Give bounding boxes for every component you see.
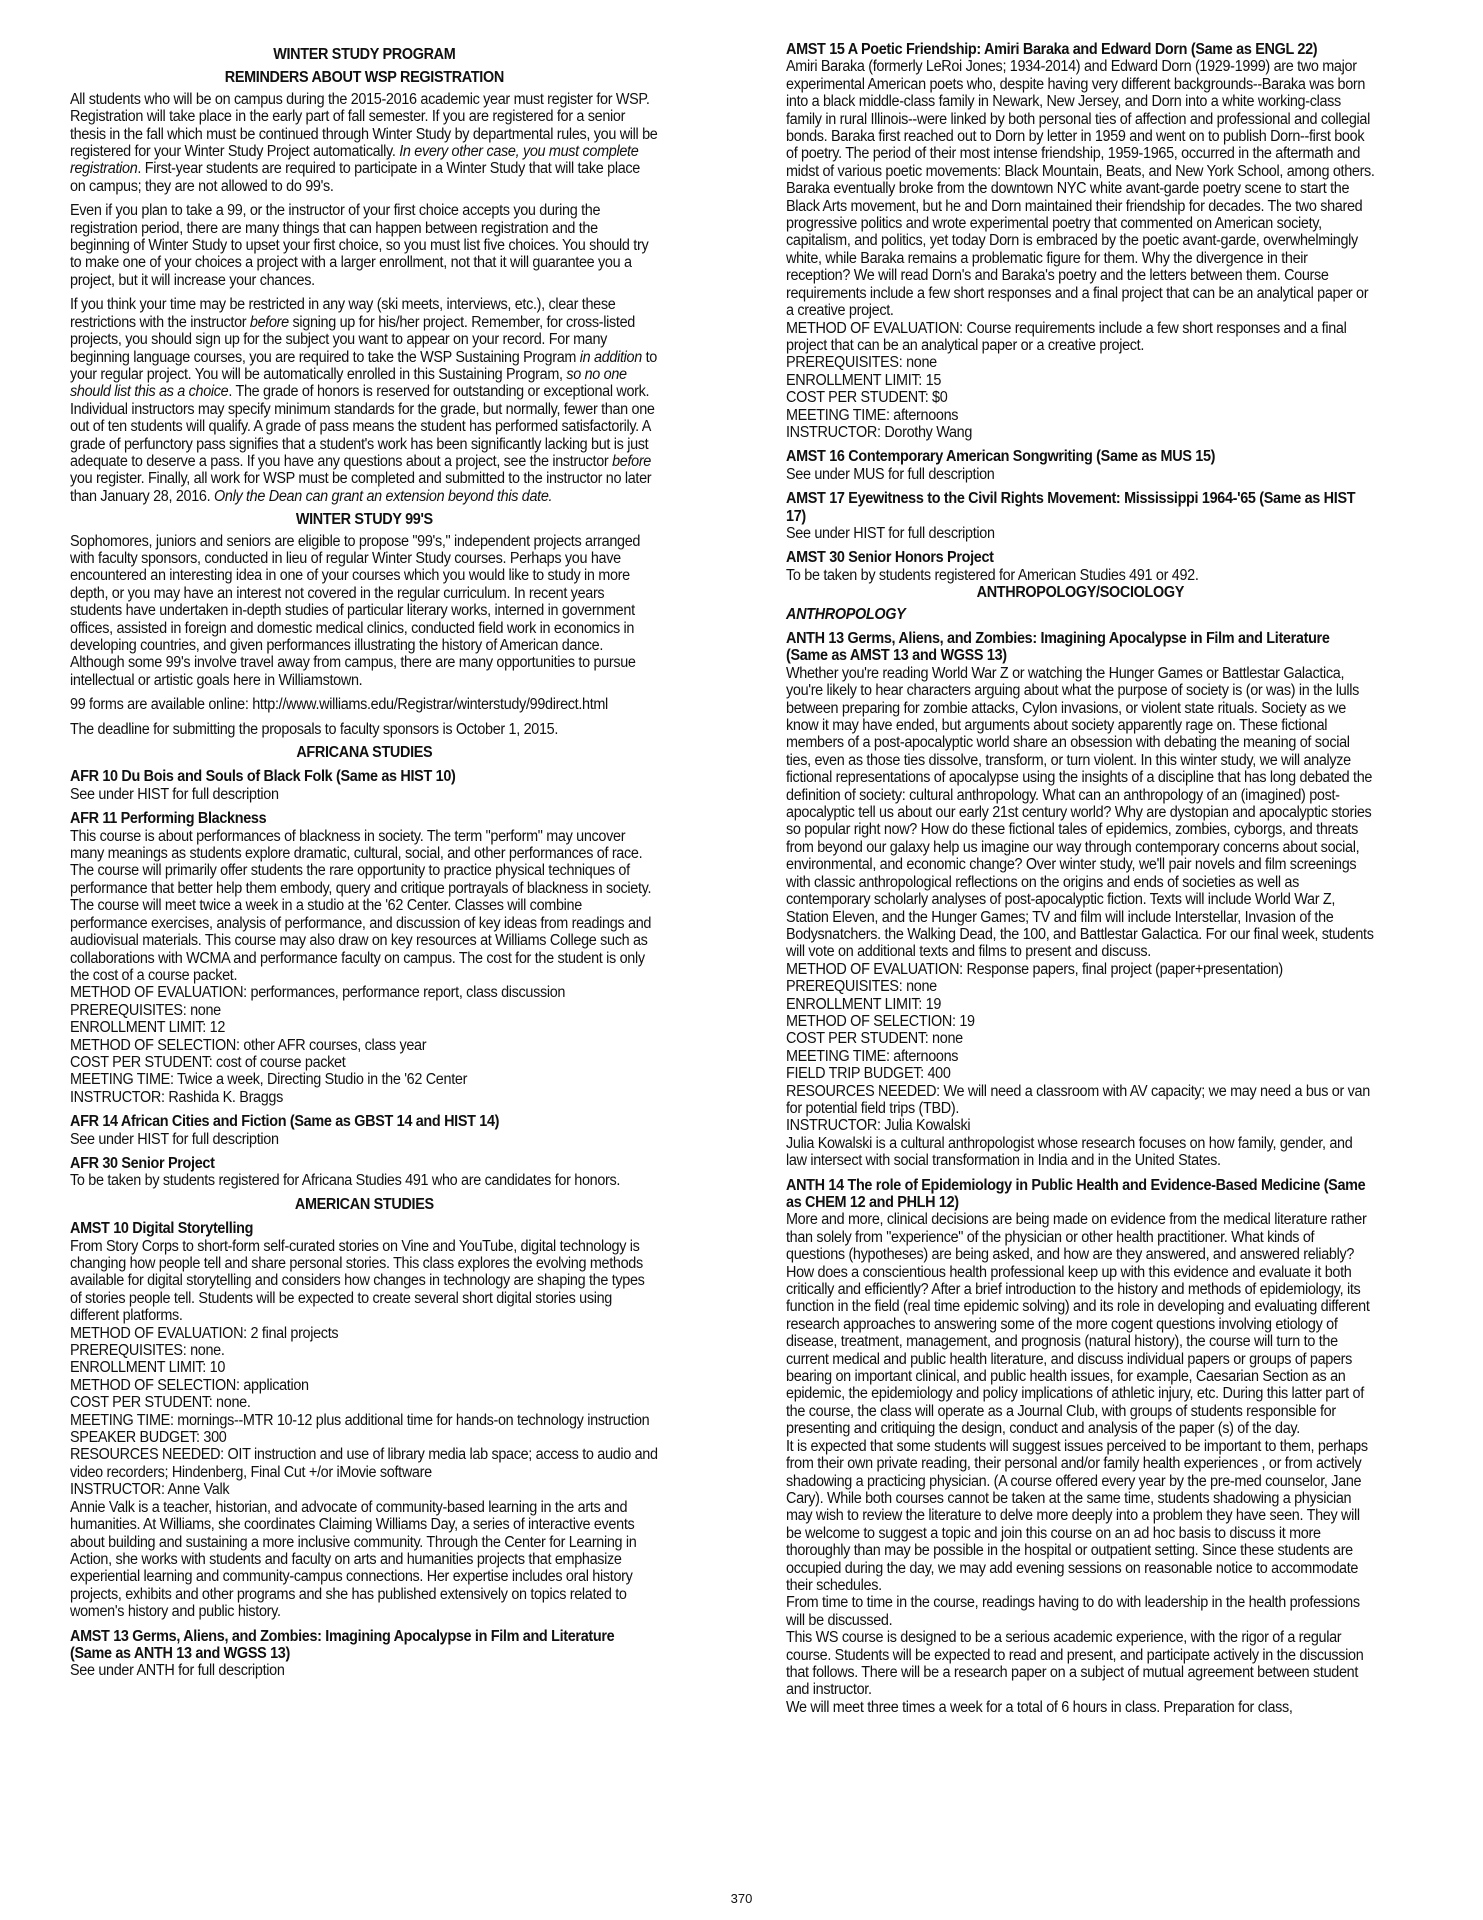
wsp-heading: WINTER STUDY PROGRAM — [273, 46, 456, 63]
course-description: See under MUS for full description — [786, 465, 995, 483]
course-description: To be taken by students registered for Africana Studies 491 who are candidates for honors. — [70, 1172, 621, 1190]
meeting-field: MEETING TIME: Twice a week, Directing Studio in the '62 Center — [70, 1071, 468, 1089]
selection-field: METHOD OF SELECTION: other AFR courses, class year — [70, 1036, 427, 1054]
course-amst-15 — [786, 41, 1375, 441]
course-title: AMST 10 Digital Storytelling — [70, 1220, 254, 1238]
selection-field: METHOD OF SELECTION: application — [70, 1376, 309, 1394]
resources-field: RESOURCES NEEDED: OIT instruction and use of library media lab space; access to audio and video recorders; Hindenberg, Final Cut +/or iMovie software — [70, 1446, 658, 1481]
cost-field: COST PER STUDENT: none. — [70, 1394, 251, 1412]
instructor-bio: Annie Valk is a teacher, historian, and advocate of community-based learning in the arts and humanities. At Williams, she coordinates Claiming Williams Day, a series of interactive events about building and sustaining a more inclusive community. Through the Center for Learning in Action, she works with students and faculty on arts and humanities projects that emphasize experiential learning and community-campus connections. Her expertise includes oral history projects, exhibits and other programs and she has published extensively on topics related to women's history and public history. — [70, 1498, 637, 1621]
course-amst-16 — [786, 448, 1375, 483]
instructor-field: INSTRUCTOR: Rashida K. Braggs — [70, 1088, 283, 1106]
reminders-heading: REMINDERS ABOUT WSP REGISTRATION — [224, 69, 504, 87]
left-column — [70, 46, 659, 1680]
course-title: AFR 30 Senior Project — [70, 1154, 215, 1172]
page-number: 370 — [730, 1891, 753, 1906]
course-afr-14 — [70, 1113, 659, 1148]
course-amst-17 — [786, 490, 1375, 542]
course-anth-14 — [786, 1177, 1375, 1717]
ws99-deadline: The deadline for submitting the proposals to faculty sponsors is October 1, 2015. — [70, 720, 559, 738]
course-description-3: From time to time in the course, readings having to do with leadership in the health professions will be discussed. — [786, 1594, 1360, 1629]
course-title: ANTH 13 Germs, Aliens, and Zombies: Imagining Apocalypse in Film and Literature (Same as AMST 13 and WGSS 13) — [786, 630, 1330, 665]
instructor-field: INSTRUCTOR: Julia Kowalski — [786, 1117, 971, 1135]
course-description: See under HIST for full description — [786, 524, 995, 542]
meeting-field: MEETING TIME: afternoons — [786, 406, 959, 424]
course-title: AMST 16 Contemporary American Songwriting (Same as MUS 15) — [786, 448, 1216, 466]
reminder-paragraph-1: All students who will be on campus during the 2015-2016 academic year must register for WSP. Registration will take place in the early part of fall semester. If you are registered for a senior thesis in the fall which must be continued through Winter Study by departmental rules, you will be registered for your Winter Study Project automatically. In every other case, you must complete registration. First-year students are required to participate in a Winter Study that will take place on campus; they are not allowed to do 99's. — [70, 90, 658, 195]
resources-field: RESOURCES NEEDED: We will need a classroom with AV capacity; we may need a bus or van for potential field trips (TBD). — [786, 1082, 1370, 1117]
course-description: See under HIST for full description — [70, 785, 279, 803]
instructor-field: INSTRUCTOR: Anne Valk — [70, 1481, 230, 1499]
enrollment-field: ENROLLMENT LIMIT: 15 — [786, 371, 942, 389]
cost-field: COST PER STUDENT: $0 — [786, 389, 948, 407]
course-anth-13 — [786, 630, 1375, 1170]
enrollment-field: ENROLLMENT LIMIT: 10 — [70, 1359, 226, 1377]
ws99-paragraph-1: Sophomores, juniors and seniors are eligible to propose "99's," independent projects arranged with faculty sponsors, conducted in lieu of regular Winter Study courses. Perhaps you have encountered an interesting idea in one of your courses which you would like to study in more depth, or you may have an interest not covered in the regular curriculum. In recent years students have undertaken in-depth studies of particular literary works, interned in government offices, assisted in foreign and domestic medical clinics, conducted field work in economics in developing countries, and given performances illustrating the history of American dance. Although some 99's involve travel away from campus, there are many opportunities to pursue intellectual or artistic goals here in Williamstown. — [70, 532, 641, 689]
instructor-bio: Julia Kowalski is a cultural anthropologist whose research focuses on how family, gender, and law intersect with social transformation in India and in the United States. — [786, 1134, 1353, 1170]
course-title: AFR 11 Performing Blackness — [70, 810, 267, 828]
instructor-field: INSTRUCTOR: Dorothy Wang — [786, 423, 973, 441]
meeting-field: MEETING TIME: mornings--MTR 10-12 plus additional time for hands-on technology instruction — [70, 1411, 650, 1429]
course-title: AMST 17 Eyewitness to the Civil Rights Movement: Mississippi 1964-'65 (Same as HIST 17) — [786, 490, 1356, 525]
cost-field: COST PER STUDENT: none — [786, 1030, 963, 1048]
cost-field: COST PER STUDENT: cost of course packet — [70, 1053, 346, 1071]
course-title: AFR 14 African Cities and Fiction (Same as GBST 14 and HIST 14) — [70, 1113, 500, 1131]
american-studies-heading: AMERICAN STUDIES — [294, 1195, 434, 1213]
prerequisites-field: PREREQUISITES: none — [786, 978, 937, 996]
course-amst-30 — [786, 549, 1375, 584]
course-description: To be taken by students registered for American Studies 491 or 492. — [786, 566, 1199, 584]
right-column — [786, 41, 1375, 1716]
ws99-forms-link: 99 forms are available online: http://www.williams.edu/Registrar/winterstudy/99direct.html — [70, 696, 608, 714]
course-description: From Story Corps to short-form self-curated stories on Vine and YouTube, digital technology is changing how people tell and share personal stories. This class explores the evolving methods available for digital storytelling and considers how changes in technology are shaping the types of stories people tell. Students will be expected to create several short digital stories using different platforms. — [70, 1237, 645, 1325]
evaluation-field: METHOD OF EVALUATION: 2 final projects — [70, 1324, 339, 1342]
evaluation-field: METHOD OF EVALUATION: performances, performance report, class discussion — [70, 984, 566, 1002]
anthropology-sociology-heading: ANTHROPOLOGY/SOCIOLOGY — [976, 584, 1185, 602]
course-afr-30 — [70, 1155, 659, 1190]
course-title: AMST 15 A Poetic Friendship: Amiri Baraka and Edward Dorn (Same as ENGL 22) — [786, 41, 1318, 58]
course-afr-10 — [70, 768, 659, 803]
course-description-5: We will meet three times a week for a total of 6 hours in class. Preparation for class, — [786, 1698, 1293, 1716]
course-description: See under ANTH for full description — [70, 1662, 285, 1680]
course-amst-10 — [70, 1220, 659, 1620]
enrollment-field: ENROLLMENT LIMIT: 12 — [70, 1019, 226, 1037]
course-title: AMST 13 Germs, Aliens, and Zombies: Imagining Apocalypse in Film and Literature (Same as ANTH 13 and WGSS 13) — [70, 1627, 615, 1662]
evaluation-field: METHOD OF EVALUATION: Response papers, final project (paper+presentation) — [786, 960, 1283, 978]
course-amst-13 — [70, 1628, 659, 1680]
africana-heading: AFRICANA STUDIES — [296, 744, 433, 762]
selection-field: METHOD OF SELECTION: 19 — [786, 1012, 975, 1030]
course-description-1: More and more, clinical decisions are being made on evidence from the medical literature rather than solely from "experience" of the physician or other health practitioner. What kinds of questions (hypotheses) are being asked, and how are they answered, and answered reliably? How does a conscientious health professional keep up with this evidence and evaluate it both critically and efficiently? After a brief introduction to the history and methods of epidemiology, its function in the field (real time epidemic solving) and its role in developing and evaluating different research approaches to answering some of the more cogent questions involving etiology of disease, treatment, management, and prognosis (natural history), the course will turn to the current medical and public health literature, and discuss individual papers or groups of papers bearing on important clinical, and public health issues, for example, Caesarian Section as an epidemic, the epidemiology and policy implications of athletic injury, etc. During this latter part of the course, the class will operate as a Journal Club, with groups of students responsible for presenting and critiquing the design, conduct and analysis of the paper (s) of the day. — [786, 1211, 1370, 1438]
meeting-field: MEETING TIME: afternoons — [786, 1047, 959, 1065]
prerequisites-field: PREREQUISITES: none — [70, 1001, 221, 1019]
course-title: AMST 30 Senior Honors Project — [786, 549, 994, 567]
speaker-budget-field: SPEAKER BUDGET: 300 — [70, 1429, 227, 1447]
course-afr-11 — [70, 810, 659, 1106]
course-description: Amiri Baraka (formerly LeRoi Jones; 1934-2014) and Edward Dorn (1929-1999) are two major experimental American poets who, despite having very different backgrounds--Baraka was born into a black middle-class family in Newark, New Jersey, and Dorn into a white working-class family in rural Illinois--were linked by both personal ties of affection and professional and collegial bonds. Baraka first reached out to Dorn by letter in 1959 and went on to publish Dorn--first book of poetry. The period of their most intense friendship, 1959-1965, occurred in the aftermath and midst of various poetic movements: Black Mountain, Beats, and New York School, among others. Baraka eventually broke from the downtown NYC white avant-garde poetry scene to start the Black Arts movement, but he and Dorn maintained their friendship for decades. The two shared progressive politics and wrote experimental poetry that commented on American society, capitalism, and politics, yet today Dorn is embraced by the poetic avant-garde, overwhelmingly white, while Baraka remains a problematic figure for them. Why the divergence in their reception? We will read Dorn's and Baraka's poetry and the letters between them. Course requirements include a few short responses and a final project that can be an analytical paper or a creative project. — [786, 58, 1375, 320]
anthropology-subheading: ANTHROPOLOGY — [786, 605, 906, 623]
reminder-paragraph-3: If you think your time may be restricted in any way (ski meets, interviews, etc.), clear these restrictions with the instructor before signing up for his/her project. Remember, for cross-listed projects, you should sign up for the subject you want to appear on your record. For many beginning language courses, you are required to take the WSP Sustaining Program in addition to your regular project. You will be automatically enrolled in this Sustaining Program, so no one should list this as a choice. The grade of honors is reserved for outstanding or exceptional work. Individual instructors may specify minimum standards for the grade, but normally, fewer than one out of ten students will qualify. A grade of pass means the student has performed satisfactorily. A grade of perfunctory pass signifies that a student's work has been significantly lacking but is just adequate to deserve a pass. If you have any questions about a project, see the instructor before you register. Finally, all work for WSP must be completed and submitted to the instructor no later than January 28, 2016. Only the Dean can grant an extension beyond this date. — [70, 296, 657, 505]
ws99-heading: WINTER STUDY 99'S — [295, 511, 433, 529]
prerequisites-field: PREREQUISITES: none. — [70, 1342, 225, 1360]
field-trip-budget-field: FIELD TRIP BUDGET: 400 — [786, 1065, 951, 1083]
evaluation-field: METHOD OF EVALUATION: Course requirements include a few short responses and a final project that can be an analytical paper or a creative project. — [786, 319, 1347, 354]
course-description-2: It is expected that some students will suggest issues perceived to be important to them, perhaps from their own private reading, their personal and/or family health experiences , or from actively shadowing a practicing physician. (A course offered every year by the pre-med counselor, Jane Cary). While both courses cannot be taken at the same time, students shadowing a physician may wish to review the literature to delve more deeply into a problem they have seen. They will be welcome to suggest a topic and join this course on an ad hoc basis to discuss it more thoroughly than may be possible in the hospital or outpatient setting. Since these students are occupied during the day, we may add evening sessions on reasonable notice to accommodate their schedules. — [786, 1437, 1368, 1594]
course-description-4: This WS course is designed to be a serious academic experience, with the rigor of a regular course. Students will be expected to read and present, and participate actively in the discussion that follows. There will be a research paper on a subject of mutual agreement between student and instructor. — [786, 1629, 1364, 1699]
reminder-paragraph-2: Even if you plan to take a 99, or the instructor of your first choice accepts you during the registration period, there are many things that can happen between registration and the beginning of Winter Study to upset your first choice, so you must list five choices. You should try to make one of your choices a project with a larger enrollment, not that it will guarantee you a project, but it will increase your chances. — [70, 202, 649, 289]
course-title: AFR 10 Du Bois and Souls of Black Folk (Same as HIST 10) — [70, 768, 456, 786]
course-description: This course is about performances of blackness in society. The term "perform" may uncover many meanings as students explore dramatic, cultural, social, and other performances of race. The course will primarily offer students the rare opportunity to practice physical techniques of performance that better help them embody, query and critique portrayals of blackness in society. The course will meet twice a week in a studio at the '62 Center. Classes will combine performance exercises, analysis of performance, and discussion of key ideas from readings and audiovisual materials. This course may also draw on key resources at Williams College such as collaborations with WCMA and performance faculty on campus. The cost for the student is only the cost of a course packet. — [70, 827, 652, 984]
course-description: Whether you're reading World War Z or watching the Hunger Games or Battlestar Galactica, you're likely to hear characters arguing about what the purpose of society is (or was) in the lulls between preparing for zombie attacks, Cylon invasions, or violent state rituals. Society as we know it may have ended, but arguments about society apparently rage on. These fictional members of a post-apocalyptic world share an obsession with debating the meaning of social ties, even as those ties dissolve, transform, or turn violent. In this winter study, we will analyze fictional representations of apocalypse using the insights of a discipline that has long debated the definition of society: cultural anthropology. What can an anthropology of an (imagined) post-apocalyptic tell us about our early 21st century world? Why are dystopian and apocalyptic stories so popular right now? How do these fictional tales of epidemics, zombies, cyborgs, and threats from beyond our galaxy help us imagine our way through contemporary concerns about social, environmental, and economic change? Over winter study, we'll pair novels and film screenings with classic anthropological reflections on the origins and ends of societies as well as contemporary scholarly analyses of post-apocalyptic fiction. Texts will include World War Z, Station Eleven, and the Hunger Games; TV and film will include Interstellar, Invasion of the Bodysnatchers. the Walking Dead, the 100, and Battlestar Galactica. For our final week, students will vote on additional texts and films to present and discuss. — [786, 664, 1374, 961]
enrollment-field: ENROLLMENT LIMIT: 19 — [786, 995, 942, 1013]
prerequisites-field: PREREQUISITES: none — [786, 354, 937, 372]
course-title: ANTH 14 The role of Epidemiology in Public Health and Evidence-Based Medicine (Same as CHEM 12 and PHLH 12) — [786, 1176, 1366, 1211]
course-description: See under HIST for full description — [70, 1130, 279, 1148]
